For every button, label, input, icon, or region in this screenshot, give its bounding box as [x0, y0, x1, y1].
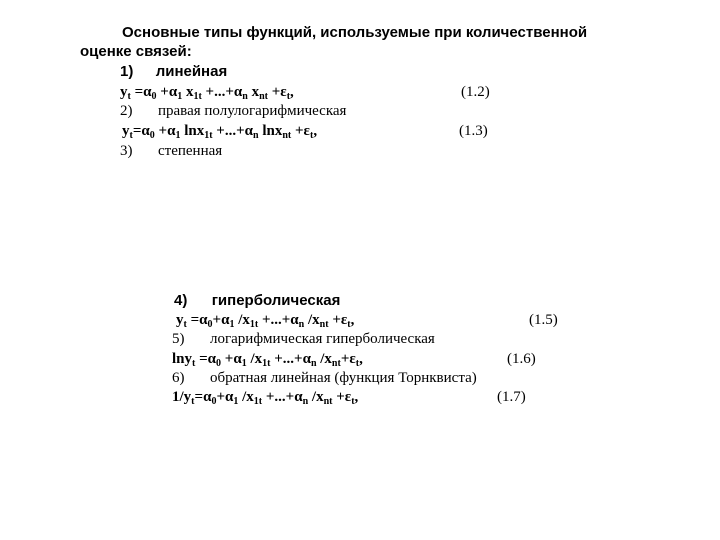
- item-6: [172, 369, 477, 387]
- item-2-number: 2): [120, 103, 133, 119]
- item-5: [172, 330, 435, 348]
- formula-1-5-text: $y_t =\alpha_0+\alpha_1$ $/x_{1t} +...+\alpha_n$ $/x_{nt} +\varepsilon_t$,: [176, 312, 355, 330]
- eq-number-1-2: (1.2): [461, 84, 490, 100]
- item-6-number: 6): [172, 370, 185, 386]
- item-1-label: линейная: [155, 63, 228, 80]
- eq-number-1-6: (1.6): [507, 351, 536, 367]
- item-1: [120, 63, 227, 81]
- item-3-label: степенная: [158, 143, 223, 159]
- item-6-label: обратная линейная (функция Торнквиста): [210, 370, 477, 386]
- item-4-number: 4): [174, 292, 188, 309]
- item-3: [120, 142, 222, 160]
- formula-1-7: [172, 388, 358, 411]
- formula-1-6-text: $\ln y_t =\alpha_0 +\alpha_1$ $/x_{1t} +...+\alpha_n$ $/x_{nt}+\varepsilon_t$,: [172, 351, 363, 369]
- item-4-label: гиперболическая: [211, 292, 341, 309]
- item-2: [120, 102, 346, 120]
- eq-number-1-7: (1.7): [497, 389, 526, 405]
- item-5-number: 5): [172, 331, 185, 347]
- item-2-label: правая полулогарифмическая: [158, 103, 347, 119]
- heading-line-1: Основные типы функций, используемые при количественной: [122, 24, 588, 41]
- formula-1-2-text: $y_t =\alpha_0 +\alpha_1$ $x_{1t} +...+\alpha_n$ $x_{nt} +\varepsilon_t$,: [120, 84, 294, 102]
- formula-1-7-text: $1/y_t=\alpha_0+\alpha_1$ $/x_{1t} +...+\alpha_n$ $/x_{nt} +\varepsilon_t$,: [172, 389, 359, 407]
- item-3-number: 3): [120, 143, 133, 159]
- item-5-label: логарифмическая гиперболическая: [210, 331, 435, 347]
- item-4: [174, 292, 340, 310]
- eq-number-1-3: (1.3): [459, 123, 488, 139]
- eq-number-1-5: (1.5): [529, 312, 558, 328]
- item-1-number: 1): [120, 63, 134, 80]
- formula-1-3-text: $y_t=\alpha_0 +\alpha_1$ $\ln x_{1t} +...+\alpha_n$ $\ln x_{nt} +\varepsilon_t$,: [122, 123, 318, 141]
- heading-line-2: оценке связей:: [80, 43, 192, 60]
